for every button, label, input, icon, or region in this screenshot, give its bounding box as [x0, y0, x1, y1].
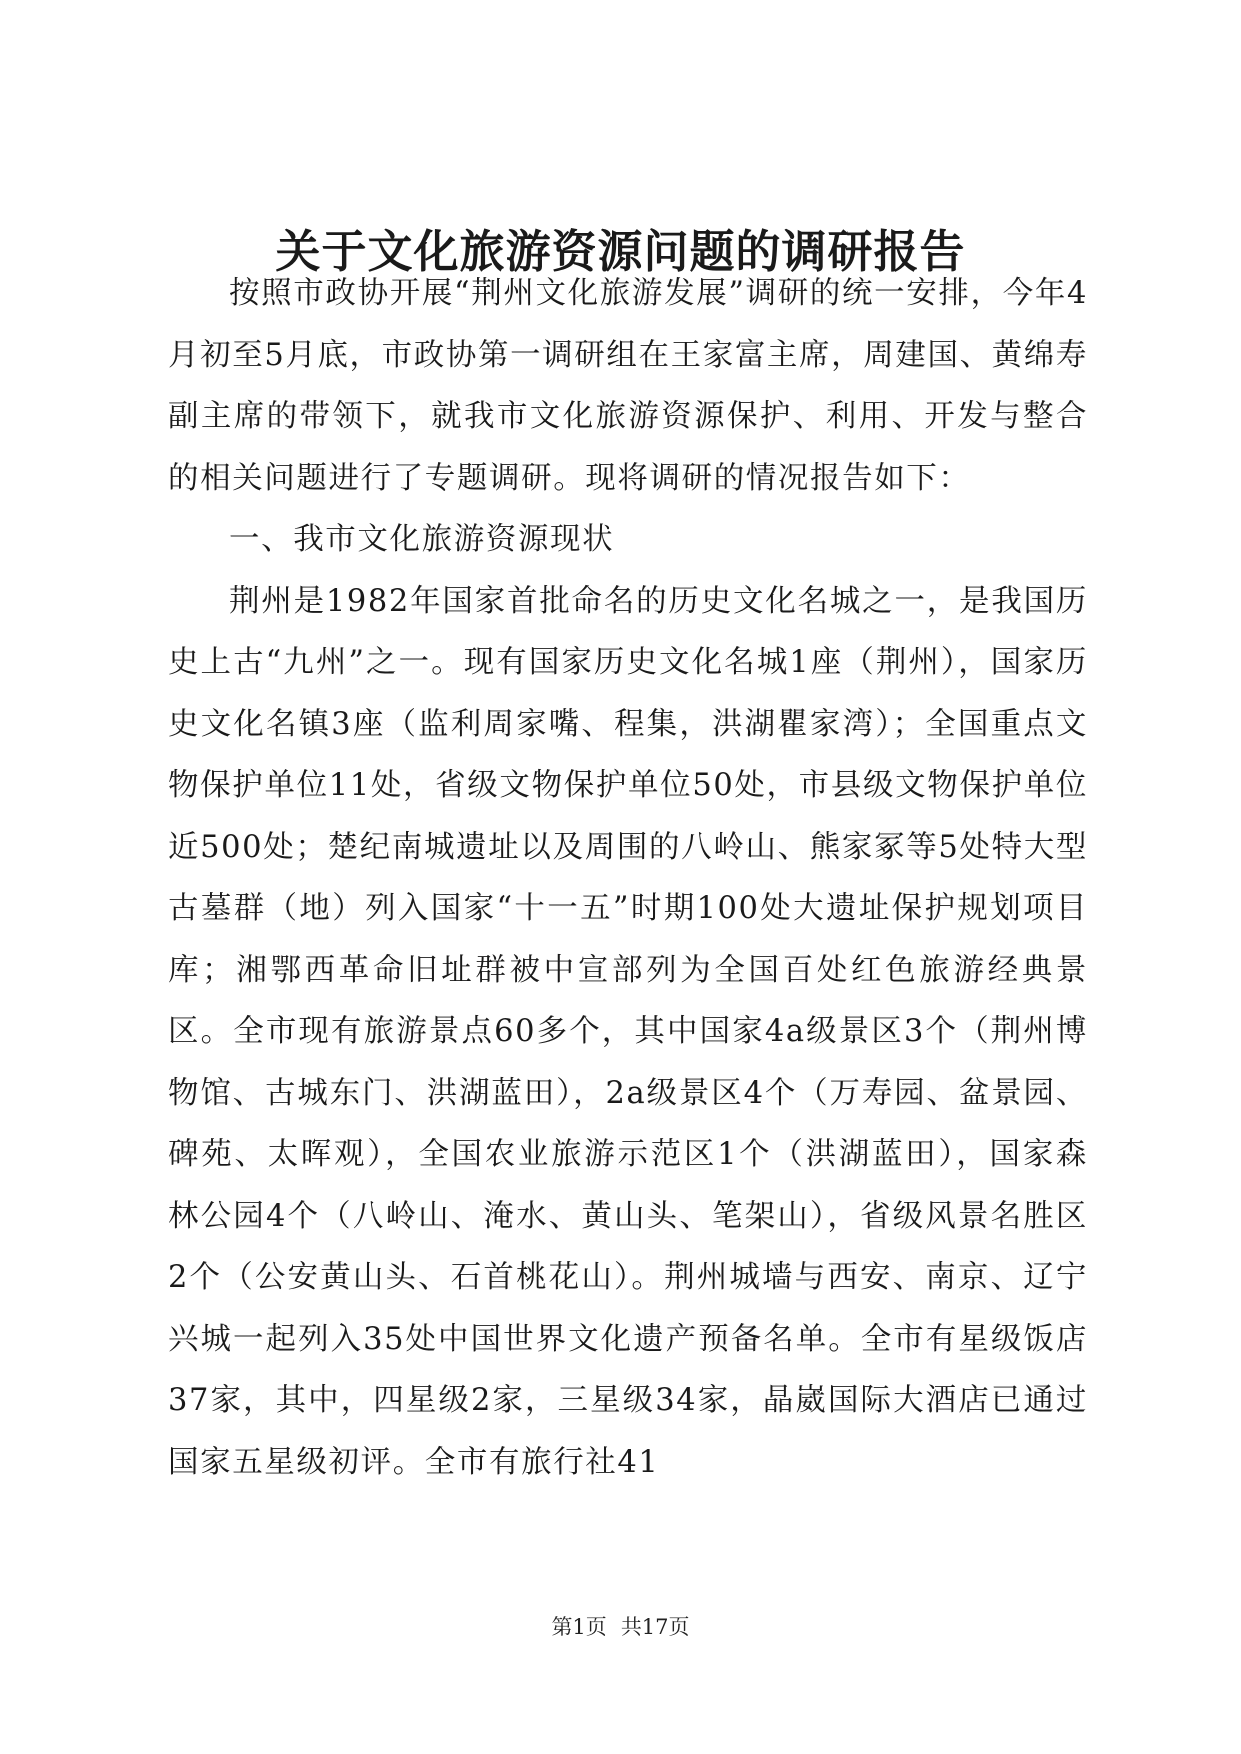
document-title: 关于文化旅游资源问题的调研报告 [275, 225, 966, 278]
page-total: 共17页 [620, 1615, 690, 1639]
section-heading: 一、我市文化旅游资源现状 [229, 522, 615, 557]
page-number: 第1页 [551, 1615, 607, 1639]
page-footer [0, 1612, 1241, 1642]
document-body [168, 263, 1088, 1493]
intro-paragraph: 按照市政协开展“荆州文化旅游发展”调研的统一安排，今年4月初至5月底，市政协第一调研组在王家富主席，周建国、黄绵寿副主席的带领下，就我市文化旅游资源保护、利用、开发与整合的相关问题进行了专题调研。现将调研的情况报告如下： [168, 276, 1088, 496]
body-paragraph: 荆州是1982年国家首批命名的历史文化名城之一，是我国历史上古“九州”之一。现有国家历史文化名城1座（荆州），国家历史文化名镇3座（监利周家嘴、程集，洪湖瞿家湾）；全国重点文物保护单位11处，省级文物保护单位50处，市县级文物保护单位近500处；楚纪南城遗址以及周围的八岭山、熊家冢等5处特大型古墓群（地）列入国家“十一五”时期100处大遗址保护规划项目库；湘鄂西革命旧址群被中宣部列为全国百处红色旅游经典景区。全市现有旅游景点60多个，其中国家4a级景区3个（荆州博物馆、古城东门、洪湖蓝田），2a级景区4个（万寿园、盆景园、碑苑、太晖观），全国农业旅游示范区1个（洪湖蓝田），国家森林公园4个（八岭山、淹水、黄山头、笔架山），省级风景名胜区2个（公安黄山头、石首桃花山）。荆州城墙与西安、南京、辽宁兴城一起列入35处中国世界文化遗产预备名单。全市有星级饭店37家，其中，四星级2家，三星级34家，晶崴国际大酒店已通过国家五星级初评。全市有旅行社41 [168, 583, 1088, 1480]
